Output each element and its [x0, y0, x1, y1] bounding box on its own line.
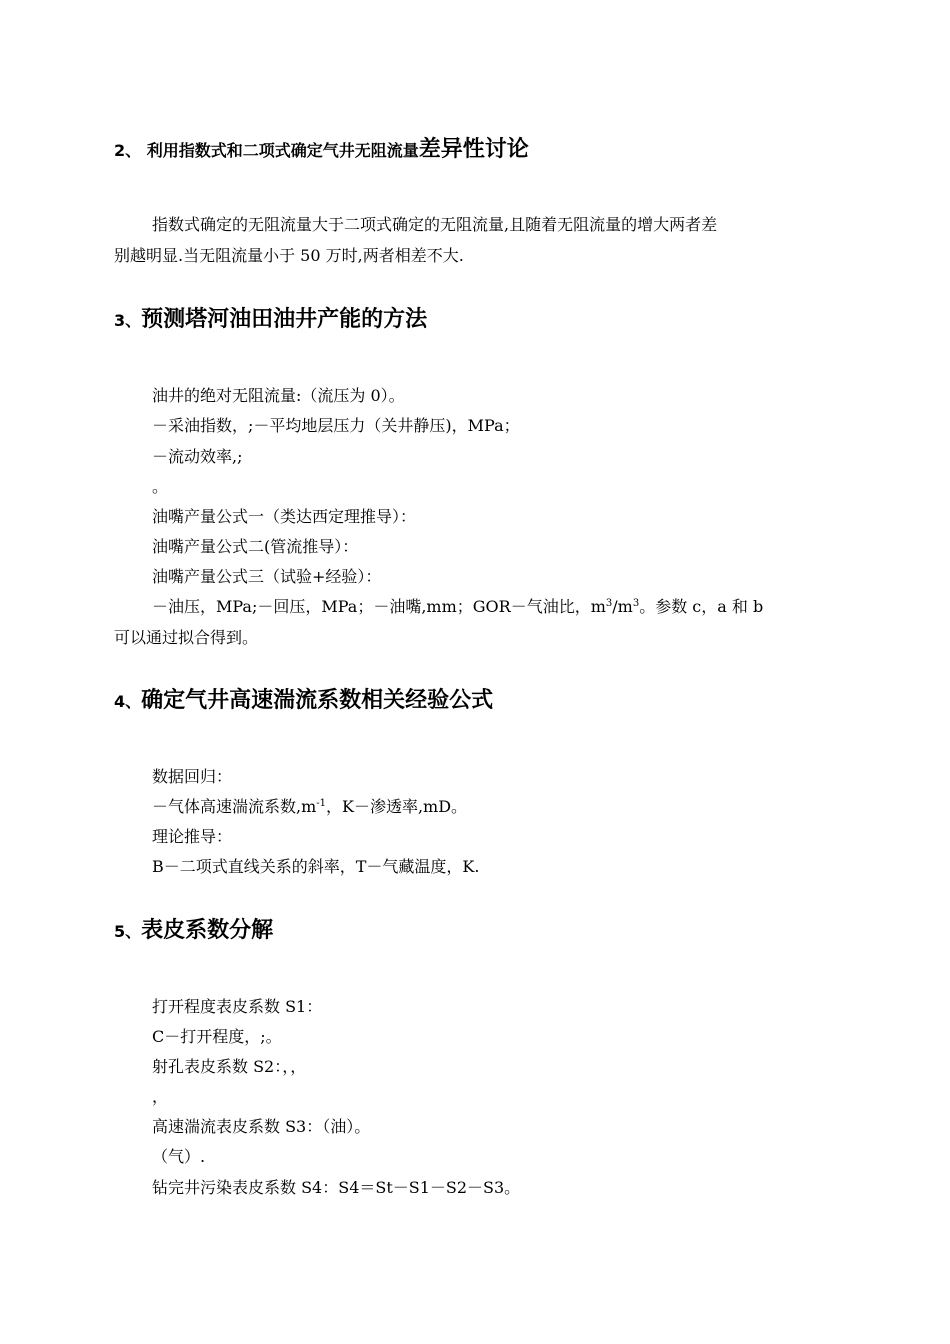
params-superscript-1: 3 — [605, 598, 613, 609]
params-text-b: /m — [612, 597, 633, 616]
section-5-line: （气）. — [152, 1147, 206, 1166]
section-3-heading — [114, 309, 427, 331]
section-5-line: ， — [152, 1087, 169, 1106]
params-superscript-2: 3 — [632, 598, 640, 609]
section-3-number: 3、 — [114, 311, 142, 330]
params-text-c: 。参数 c，a 和 b — [639, 597, 764, 616]
section-4-title: 确定气井高速湍流系数相关经验公式 — [141, 688, 494, 713]
section-2-paragraph-line-2: 别越明显.当无阻流量小于 50 万时,两者相差不大. — [114, 246, 464, 265]
section-3-line: －流动效率,; — [152, 447, 243, 466]
section-2-number: 2、 — [114, 141, 142, 160]
section-2-heading — [114, 139, 529, 161]
section-4-line: 理论推导： — [152, 827, 233, 846]
section-3-line: －采油指数，;－平均地层压力（关井静压)，MPa； — [152, 416, 520, 435]
section-5-line: 打开程度表皮系数 S1： — [152, 997, 323, 1016]
section-2-paragraph-line-1: 指数式确定的无阻流量大于二项式确定的无阻流量,且随着无阻流量的增大两者差 — [152, 215, 718, 234]
section-4-line-with-superscript — [152, 799, 467, 815]
section-3-params-line — [152, 599, 763, 615]
section-5-line: 高速湍流表皮系数 S3：（油）。 — [152, 1117, 371, 1136]
section-3-title: 预测塔河油田油井产能的方法 — [141, 307, 428, 332]
section-5-line: C－打开程度，;。 — [152, 1027, 282, 1046]
section-3-params-line-2: 可以通过拟合得到。 — [114, 628, 259, 647]
section-5-line: 射孔表皮系数 S2：，， — [152, 1057, 307, 1076]
section-3-line: 油嘴产量公式一（类达西定理推导）： — [152, 507, 417, 526]
section-4-superscript: -1 — [316, 798, 327, 809]
section-3-line: 油嘴产量公式三（试验+经验）： — [152, 567, 382, 586]
section-4-number: 4、 — [114, 692, 142, 711]
section-3-line: 油井的绝对无阻流量:（流压为 0）。 — [152, 386, 405, 405]
section-3-line: 油嘴产量公式二(管流推导）： — [152, 537, 359, 556]
section-4-line-2-text-b: ，K－渗透率,mD。 — [326, 797, 468, 816]
section-4-line: 数据回归： — [152, 767, 233, 786]
section-3-line: 。 — [152, 477, 169, 496]
section-4-line: B－二项式直线关系的斜率，T－气藏温度，K. — [152, 857, 480, 876]
section-4-line-2-text-a: －气体高速湍流系数,m — [152, 797, 317, 816]
section-5-title: 表皮系数分解 — [141, 918, 274, 943]
section-5-number: 5、 — [114, 922, 142, 941]
section-5-line: 钻完井污染表皮系数 S4：S4＝St－S1－S2－S3。 — [152, 1178, 521, 1197]
params-text-a: －油压，MPa;－回压，MPa；－油嘴,mm；GOR－气油比，m — [152, 597, 606, 616]
section-5-heading — [114, 920, 273, 942]
section-2-title-small: 利用指数式和二项式确定气井无阻流量 — [141, 141, 419, 160]
section-4-heading — [114, 690, 493, 712]
section-2-title-big: 差异性讨论 — [418, 137, 529, 162]
